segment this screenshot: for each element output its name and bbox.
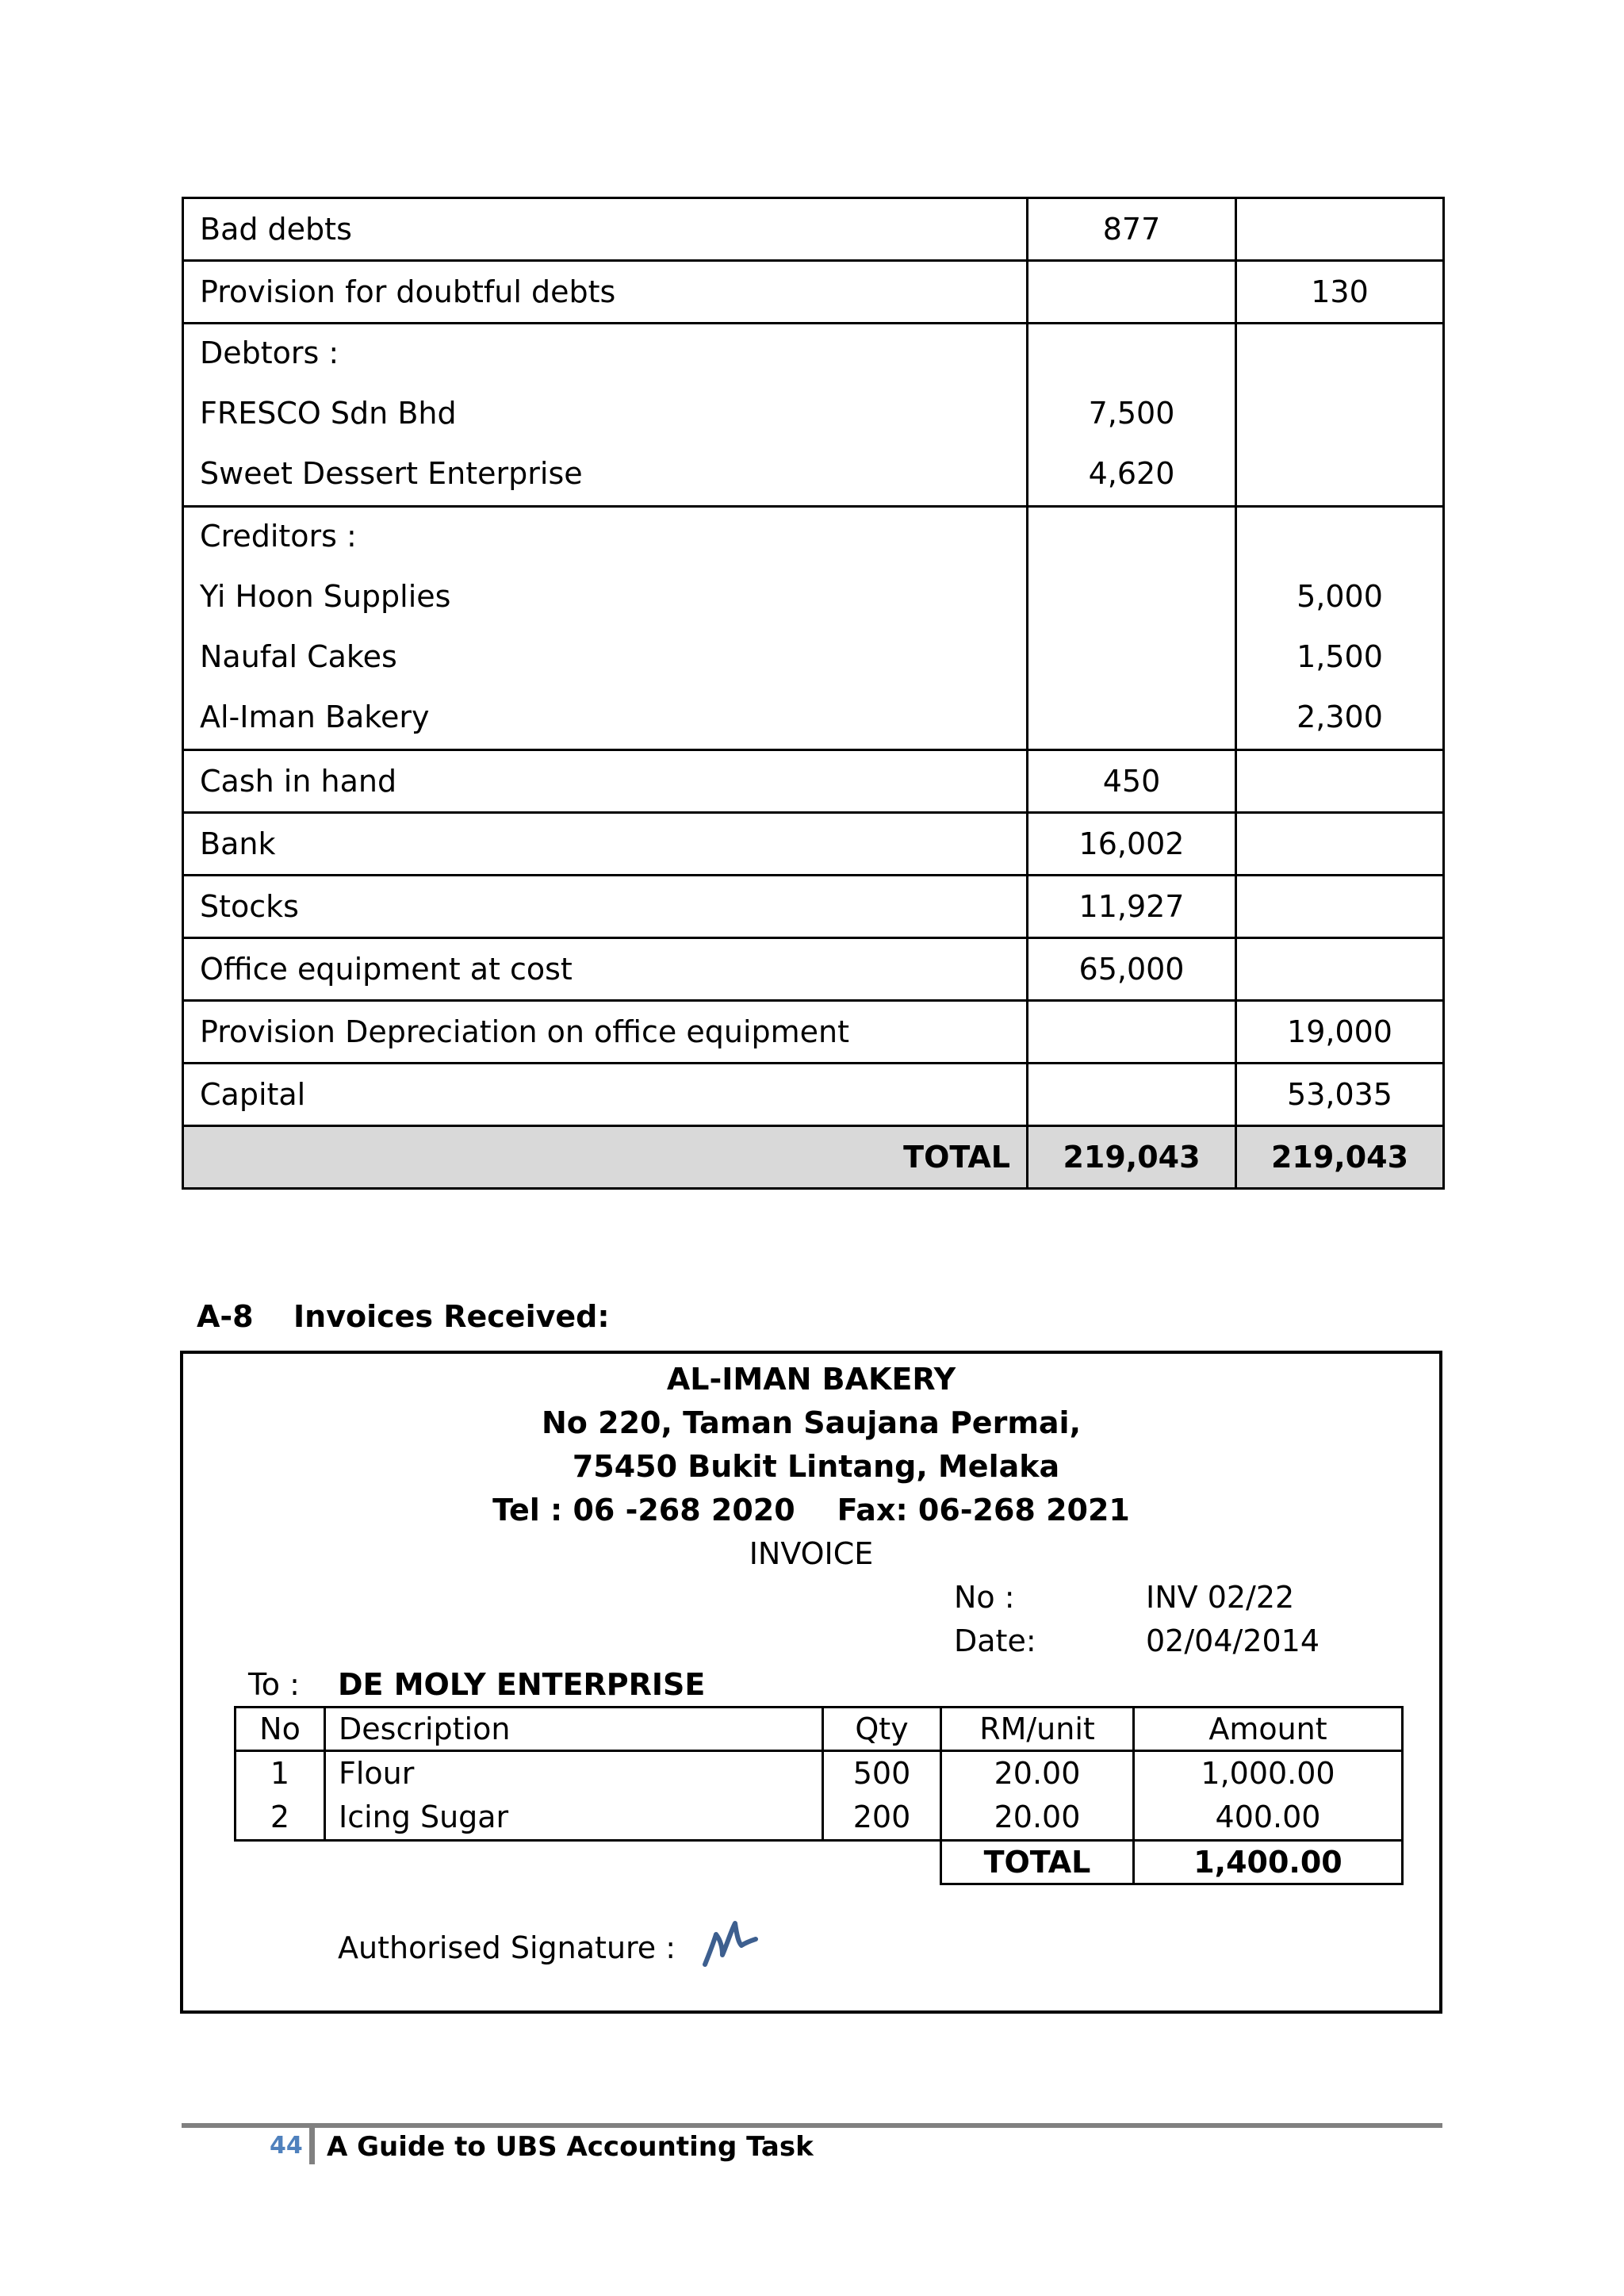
table-row — [183, 813, 1444, 876]
debtors-credits — [1236, 324, 1444, 507]
row-label: Bank — [183, 813, 1028, 876]
item-unit-price: 20.00 — [994, 1756, 1081, 1791]
row-label: Provision for doubtful debts — [183, 261, 1028, 324]
column-header-description: Description — [325, 1708, 823, 1751]
item-amount: 400.00 — [1215, 1800, 1321, 1834]
signature-icon — [699, 1917, 762, 1972]
invoice-no-label: No : — [954, 1580, 1015, 1615]
table-row — [183, 750, 1444, 813]
credit-cell — [1236, 876, 1444, 938]
items-header-row — [236, 1708, 1403, 1751]
total-row — [183, 1126, 1444, 1189]
item-description: Flour — [339, 1756, 415, 1791]
invoice-total-label: TOTAL — [941, 1841, 1134, 1884]
group-heading: Debtors : — [200, 335, 339, 370]
creditor-name: Yi Hoon Supplies — [200, 579, 451, 614]
invoice-document — [180, 1351, 1442, 2014]
section-code: A-8 — [197, 1299, 254, 1334]
item-descriptions — [325, 1751, 823, 1841]
debtors-debits — [1028, 324, 1236, 507]
item-quantities — [823, 1751, 941, 1841]
item-qty: 500 — [852, 1756, 911, 1791]
debit-cell: 65,000 — [1028, 938, 1236, 1001]
footer-divider — [309, 2123, 315, 2164]
creditor-name: Naufal Cakes — [200, 639, 397, 674]
row-label: Stocks — [183, 876, 1028, 938]
table-row — [183, 876, 1444, 938]
table-row — [183, 1001, 1444, 1064]
table-row — [183, 938, 1444, 1001]
debit-cell: 877 — [1028, 198, 1236, 261]
debit-value: 7,500 — [1088, 396, 1175, 431]
debit-cell: 16,002 — [1028, 813, 1236, 876]
item-unit-price: 20.00 — [994, 1800, 1081, 1834]
invoice-total-row — [236, 1841, 1403, 1884]
debit-cell: 11,927 — [1028, 876, 1236, 938]
row-label: Office equipment at cost — [183, 938, 1028, 1001]
company-address-line2: 75450 Bukit Lintang, Melaka — [572, 1449, 1060, 1484]
credit-cell: 19,000 — [1236, 1001, 1444, 1064]
company-address-line1: No 220, Taman Saujana Permai, — [541, 1405, 1082, 1440]
debit-value: 4,620 — [1088, 456, 1175, 491]
section-heading — [197, 1291, 610, 1342]
invoice-date-value: 02/04/2014 — [1146, 1623, 1320, 1658]
column-header-qty: Qty — [823, 1708, 941, 1751]
debit-cell — [1028, 1064, 1236, 1126]
row-label: Cash in hand — [183, 750, 1028, 813]
item-amount: 1,000.00 — [1201, 1756, 1335, 1791]
creditors-credits — [1236, 507, 1444, 750]
group-heading: Creditors : — [200, 519, 357, 554]
row-label: Provision Depreciation on office equipment — [183, 1001, 1028, 1064]
items-body — [236, 1751, 1403, 1841]
page-number: 44 — [270, 2132, 303, 2160]
invoice-date-label: Date: — [954, 1623, 1036, 1658]
item-numbers — [236, 1751, 325, 1841]
recipient-name: DE MOLY ENTERPRISE — [338, 1667, 706, 1702]
debit-cell — [1028, 261, 1236, 324]
credit-cell — [1236, 750, 1444, 813]
recipient-label: To : — [248, 1667, 300, 1702]
credit-cell: 53,035 — [1236, 1064, 1444, 1126]
table-row — [183, 261, 1444, 324]
debtor-name: FRESCO Sdn Bhd — [200, 396, 457, 431]
credit-cell — [1236, 938, 1444, 1001]
company-name: AL-IMAN BAKERY — [666, 1362, 956, 1397]
creditors-debits — [1028, 507, 1236, 750]
creditor-name: Al-Iman Bakery — [200, 700, 430, 734]
debtors-labels — [183, 324, 1028, 507]
item-qty: 200 — [852, 1800, 911, 1834]
item-description: Icing Sugar — [339, 1800, 509, 1834]
credit-cell: 130 — [1236, 261, 1444, 324]
credit-value: 2,300 — [1297, 700, 1383, 734]
row-label: Capital — [183, 1064, 1028, 1126]
item-no: 1 — [270, 1756, 290, 1791]
row-label: Bad debts — [183, 198, 1028, 261]
signature-label: Authorised Signature : — [338, 1930, 676, 1965]
document-type: INVOICE — [749, 1536, 874, 1571]
company-contact: Tel : 06 -268 2020 Fax: 06-268 2021 — [492, 1493, 1130, 1527]
column-header-unit-price: RM/unit — [941, 1708, 1134, 1751]
credit-cell — [1236, 198, 1444, 261]
invoice-items-table — [234, 1706, 1404, 1885]
table-row — [183, 1064, 1444, 1126]
table-row-debtors — [183, 324, 1444, 507]
invoice-no-value: INV 02/22 — [1146, 1580, 1295, 1615]
item-no: 2 — [270, 1800, 290, 1834]
item-amounts — [1134, 1751, 1403, 1841]
debit-cell — [1028, 1001, 1236, 1064]
debit-cell: 450 — [1028, 750, 1236, 813]
column-header-no: No — [236, 1708, 325, 1751]
trial-balance-table — [182, 197, 1445, 1190]
invoice-total-value: 1,400.00 — [1134, 1841, 1403, 1884]
creditors-labels — [183, 507, 1028, 750]
footer-title: A Guide to UBS Accounting Task — [327, 2131, 814, 2163]
total-label: TOTAL — [183, 1126, 1028, 1189]
table-row — [183, 198, 1444, 261]
credit-cell — [1236, 813, 1444, 876]
section-title: Invoices Received: — [293, 1299, 610, 1334]
column-header-amount: Amount — [1134, 1708, 1403, 1751]
item-unit-prices — [941, 1751, 1134, 1841]
debtor-name: Sweet Dessert Enterprise — [200, 456, 583, 491]
credit-value: 5,000 — [1297, 579, 1383, 614]
credit-value: 1,500 — [1297, 639, 1383, 674]
total-credit: 219,043 — [1236, 1126, 1444, 1189]
total-debit: 219,043 — [1028, 1126, 1236, 1189]
table-row-creditors — [183, 507, 1444, 750]
